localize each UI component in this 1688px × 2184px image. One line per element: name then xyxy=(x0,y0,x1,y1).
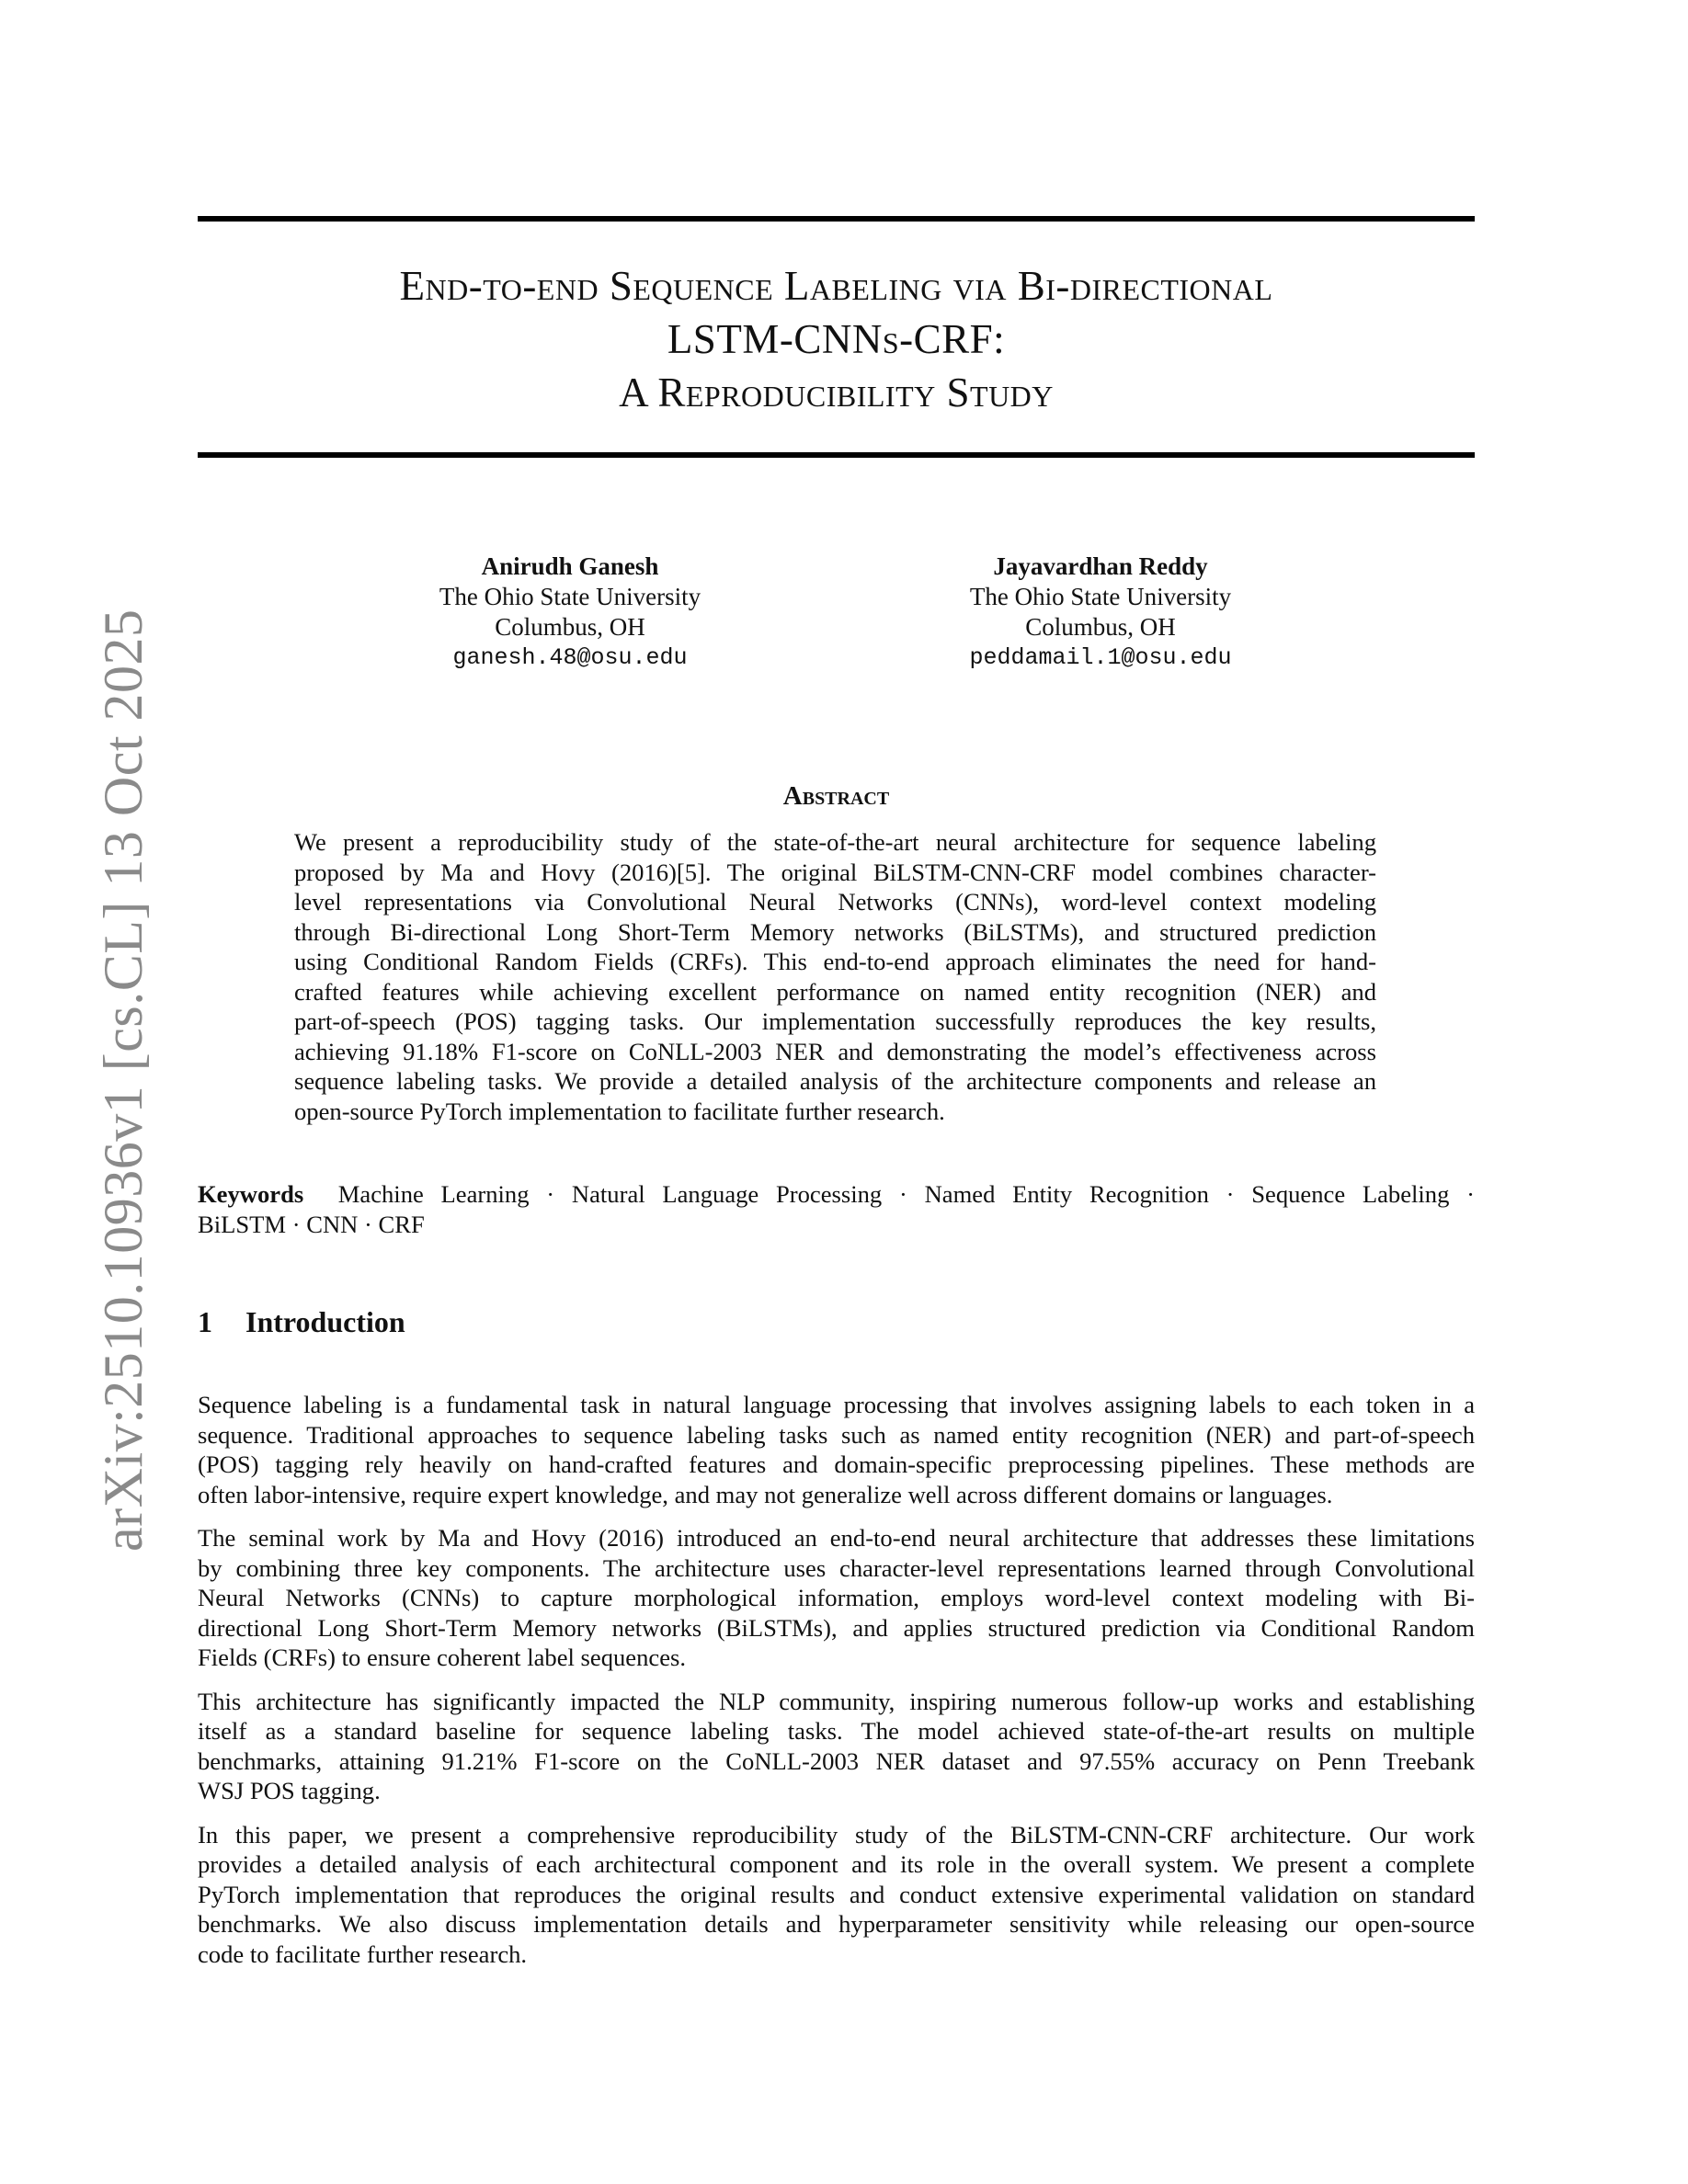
paragraph-line: In this paper, we present a comprehensive reproducibility study of the BiLSTM-CNN-CRF architecture. Our work xyxy=(198,1820,1475,1848)
section-heading xyxy=(198,1305,405,1339)
abstract-line: We present a reproducibility study of the state-of-the-art neural architecture for sequence labeling xyxy=(294,828,1376,856)
paragraph-line: benchmarks. We also discuss implementation details and hyperparameter sensitivity while releasing our open-source xyxy=(198,1910,1475,1938)
paragraph-line: sequence. Traditional approaches to sequence labeling tasks such as named entity recognition (NER) and part-of-speech xyxy=(198,1420,1475,1449)
section-number: 1 xyxy=(198,1305,212,1338)
abstract-line: open-source PyTorch implementation to facilitate further research. xyxy=(294,1097,945,1125)
paragraph-line: code to facilitate further research. xyxy=(198,1939,528,1968)
keywords-list: Machine Learning · Natural Language Processing · Named Entity Recognition · Sequence Labeling · xyxy=(337,1180,1476,1208)
title-line: A Reproducibility Study xyxy=(619,370,1054,415)
abstract-body xyxy=(294,827,1376,1126)
author-location: Columbus, OH xyxy=(495,613,645,641)
abstract-line: through Bi-directional Long Short-Term Memory networks (BiLSTMs), and structured prediction xyxy=(294,917,1376,946)
title-line: End-to-end Sequence Labeling via Bi-directional xyxy=(399,263,1273,309)
paragraph-line: This architecture has significantly impacted the NLP community, inspiring numerous follow-up works and establishing xyxy=(198,1687,1475,1715)
title-bottom-rule xyxy=(198,452,1475,458)
abstract-line: level representations via Convolutional Neural Networks (CNNs), word-level context modeling xyxy=(294,888,1376,916)
author-email[interactable]: ganesh.48@osu.edu xyxy=(452,644,688,671)
author-name: Anirudh Ganesh xyxy=(481,552,659,580)
author-name: Jayavardhan Reddy xyxy=(993,552,1208,580)
paragraph xyxy=(198,1390,1475,1509)
paragraph xyxy=(198,1820,1475,1970)
author-block xyxy=(331,552,809,673)
keywords-line: BiLSTM · CNN · CRF xyxy=(198,1210,425,1238)
abstract-line: achieving 91.18% F1-score on CoNLL-2003 NER and demonstrating the model’s effectiveness across xyxy=(294,1037,1376,1065)
paragraph-line: benchmarks, attaining 91.21% F1-score on the CoNLL-2003 NER dataset and 97.55% accuracy on Penn Treebank xyxy=(198,1746,1475,1775)
paper-title xyxy=(198,259,1475,419)
abstract-line: part-of-speech (POS) tagging tasks. Our implementation successfully reproduces the key results, xyxy=(294,1007,1376,1035)
abstract-line: sequence labeling tasks. We provide a detailed analysis of the architecture components and release an xyxy=(294,1067,1376,1095)
keywords-line xyxy=(198,1179,1475,1210)
paragraph-line: provides a detailed analysis of each architectural component and its role in the overall system. We present a complete xyxy=(198,1850,1475,1878)
paragraph-line: directional Long Short-Term Memory networks (BiLSTMs), and applies structured prediction via Conditional Random xyxy=(198,1613,1475,1642)
keywords xyxy=(198,1179,1475,1239)
author-location: Columbus, OH xyxy=(1025,613,1176,641)
paragraph xyxy=(198,1523,1475,1673)
abstract-heading: Abstract xyxy=(782,781,890,811)
introduction-body xyxy=(198,1390,1475,1983)
paragraph-line: Neural Networks (CNNs) to capture morphological information, employs word-level context modeling with Bi- xyxy=(198,1584,1475,1611)
paragraph-line: PyTorch implementation that reproduces the original results and conduct extensive experimental validation on standard xyxy=(198,1880,1475,1908)
author-email[interactable]: peddamail.1@osu.edu xyxy=(969,644,1232,671)
section-title: Introduction xyxy=(245,1305,405,1338)
abstract-line: using Conditional Random Fields (CRFs). This end-to-end approach eliminates the need for hand- xyxy=(294,948,1376,975)
title-top-rule xyxy=(198,216,1475,222)
paragraph xyxy=(198,1687,1475,1806)
paragraph-line: Fields (CRFs) to ensure coherent label sequences. xyxy=(198,1644,687,1671)
paragraph-line: The seminal work by Ma and Hovy (2016) introduced an end-to-end neural architecture that addresses these limitations xyxy=(198,1524,1475,1552)
paragraph-line: Sequence labeling is a fundamental task in natural language processing that involves assigning labels to each token in a xyxy=(198,1391,1475,1418)
paragraph-line: WSJ POS tagging. xyxy=(198,1777,381,1804)
abstract-line: proposed by Ma and Hovy (2016)[5]. The original BiLSTM-CNN-CRF model combines character- xyxy=(294,858,1376,886)
author-block xyxy=(861,552,1340,673)
author-affiliation: The Ohio State University xyxy=(969,583,1232,610)
abstract-line: crafted features while achieving excellent performance on named entity recognition (NER) and xyxy=(294,977,1376,1006)
paragraph-line: by combining three key components. The architecture uses character-level representations learned through Convolutional xyxy=(198,1553,1475,1582)
paragraph-line: often labor-intensive, require expert knowledge, and may not generalize well across different domains or languages. xyxy=(198,1480,1333,1508)
title-line: LSTM-CNNs-CRF: xyxy=(667,316,1006,362)
keywords-label: Keywords xyxy=(198,1180,304,1208)
arxiv-stamp: arXiv:2510.10936v1 [cs.CL] 13 Oct 2025 xyxy=(93,609,154,1552)
author-affiliation: The Ohio State University xyxy=(439,583,701,610)
paragraph-line: itself as a standard baseline for sequence labeling tasks. The model achieved state-of-the-art results on multiple xyxy=(198,1717,1475,1745)
paragraph-line: (POS) tagging rely heavily on hand-crafted features and domain-specific preprocessing pipelines. These methods are xyxy=(198,1450,1475,1478)
